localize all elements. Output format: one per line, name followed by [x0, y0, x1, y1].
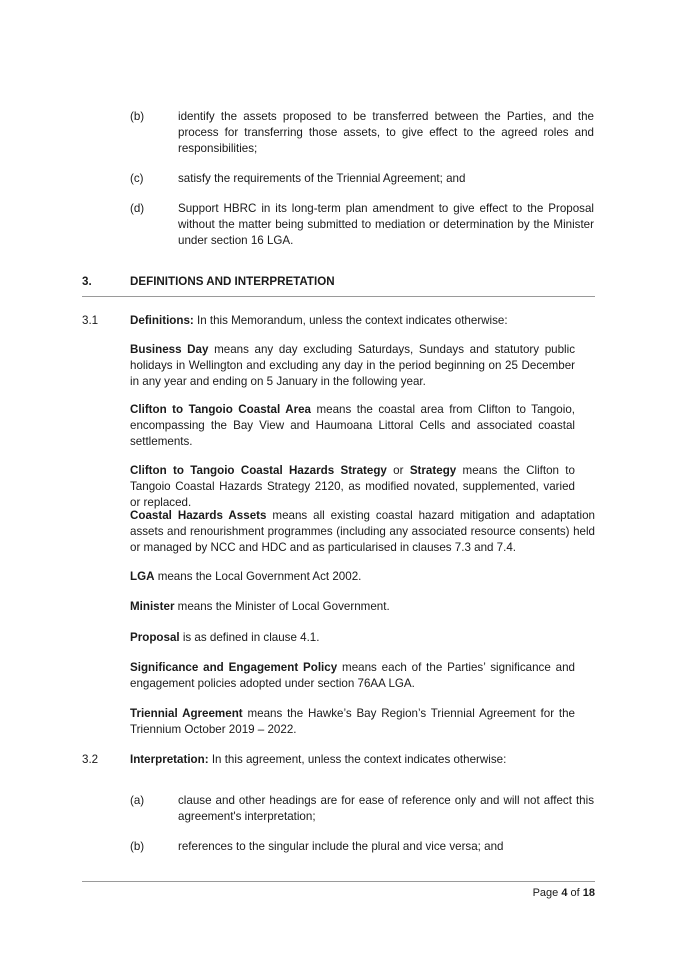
definition-term: Significance and Engagement Policy	[130, 661, 338, 674]
clause-heading: Definitions:	[130, 314, 194, 327]
definition-term: Clifton to Tangoio Coastal Area	[130, 403, 311, 416]
page-number: Page 4 of 18	[532, 887, 595, 899]
list-item-text: identify the assets proposed to be transferred between the Parties, and the process for transferring those assets, to give effect to the agreed roles and responsibilities;	[178, 110, 594, 155]
definition-term: Clifton to Tangoio Coastal Hazards Strategy	[130, 464, 387, 477]
definition-term: Proposal	[130, 631, 180, 644]
definition: Minister means the Minister of Local Government.	[130, 600, 390, 613]
definition-term: Strategy	[409, 464, 457, 477]
definition: Significance and Engagement Policy means each of the Parties’ significance and engagement policies adopted under section 76AA LGA.	[130, 661, 575, 690]
definition-term: Business Day	[130, 343, 209, 356]
list-label: (b)	[130, 840, 145, 853]
definition-term: Triennial Agreement	[130, 707, 243, 720]
section-number: 3.	[82, 275, 92, 288]
footer-divider	[82, 881, 595, 882]
list-item-text: references to the singular include the plural and vice versa; and	[178, 840, 504, 853]
list-label: (d)	[130, 202, 145, 215]
list-item-text: satisfy the requirements of the Triennial Agreement; and	[178, 172, 466, 185]
clause-heading: Interpretation:	[130, 753, 209, 766]
list-item-text: clause and other headings are for ease of reference only and will not affect this agreement's interpretation;	[178, 794, 594, 823]
section-title: DEFINITIONS AND INTERPRETATION	[130, 275, 335, 288]
definition-term: Coastal Hazards Assets	[130, 509, 267, 522]
clause-number: 3.1	[82, 314, 99, 327]
definition: LGA means the Local Government Act 2002.	[130, 570, 362, 583]
clause-number: 3.2	[82, 753, 99, 766]
definition: Coastal Hazards Assets means all existing coastal hazard mitigation and adaptation assets and renourishment programmes (including any associated resource consents) held or managed by NCC and HDC and as particularised in clauses 7.3 and 7.4.	[130, 509, 595, 554]
definition: Business Day means any day excluding Saturdays, Sundays and statutory public holidays in Wellington and excluding any day in the period beginning on 25 December in any year and ending on 5 January in the following year.	[130, 343, 576, 388]
definition: Proposal is as defined in clause 4.1.	[130, 631, 320, 644]
definition-term: Minister	[130, 600, 175, 613]
list-label: (b)	[130, 110, 145, 123]
list-label: (a)	[130, 794, 145, 807]
section-divider	[82, 296, 595, 297]
list-label: (c)	[130, 172, 144, 185]
clause-text: Definitions: In this Memorandum, unless the context indicates otherwise:	[130, 314, 508, 327]
clause-text: Interpretation: In this agreement, unless the context indicates otherwise:	[130, 753, 507, 766]
definition: Clifton to Tangoio Coastal Hazards Strategy or Strategy means the Clifton to Tangoio Coastal Hazards Strategy 2120, as modified novated, supplemented, varied or replaced.	[130, 464, 575, 509]
definition: Triennial Agreement means the Hawke’s Bay Region’s Triennial Agreement for the Triennium October 2019 – 2022.	[130, 707, 575, 736]
list-item-text: Support HBRC in its long-term plan amendment to give effect to the Proposal without the matter being submitted to mediation or determination by the Minister under section 16 LGA.	[178, 202, 594, 247]
definition-term: LGA	[130, 570, 155, 583]
definition: Clifton to Tangoio Coastal Area means the coastal area from Clifton to Tangoio, encompassing the Bay View and Haumoana Littoral Cells and associated coastal settlements.	[130, 403, 575, 448]
